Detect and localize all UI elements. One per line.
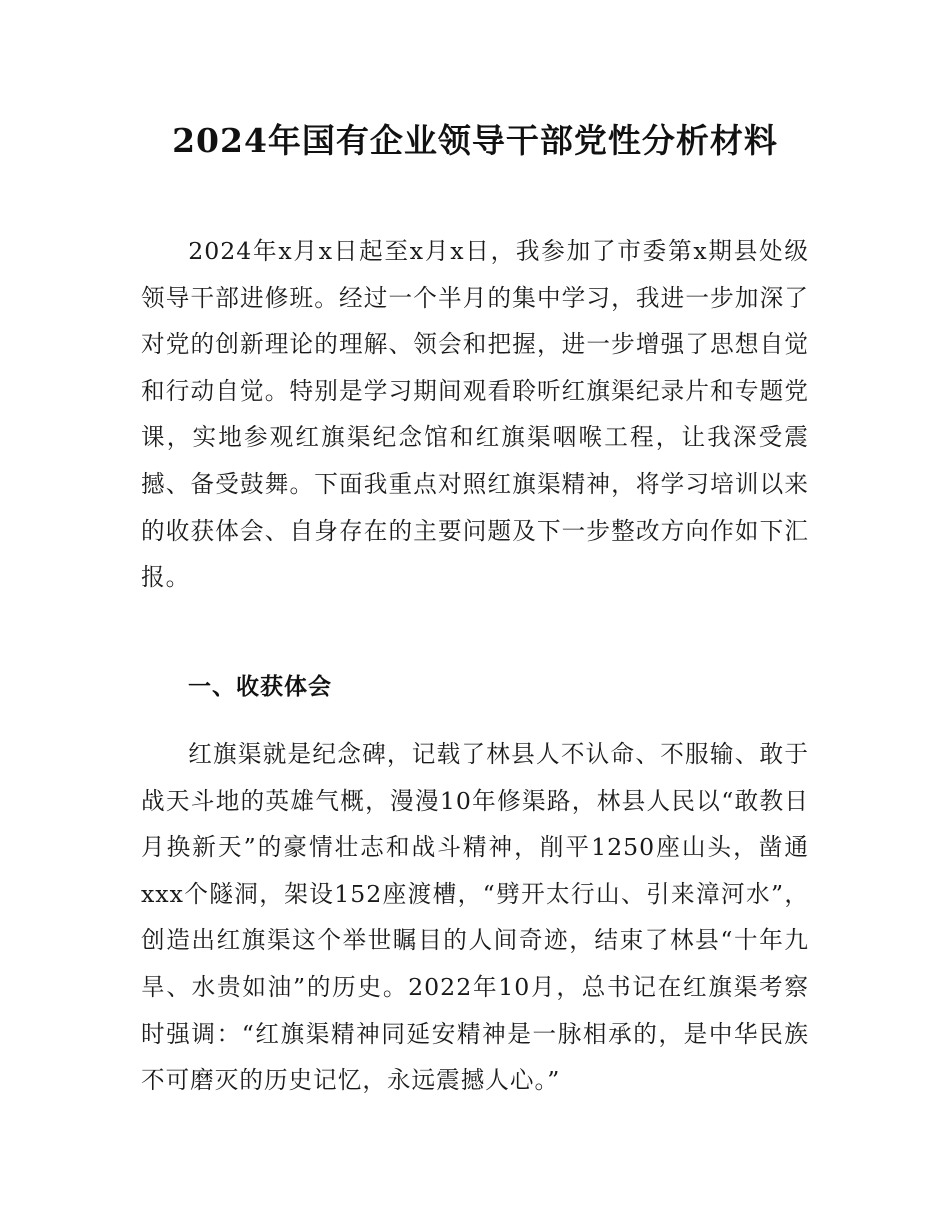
section-heading-harvest: 一、收获体会	[188, 674, 332, 700]
document-title: 2024年国有企业领导干部党性分析材料	[172, 121, 778, 160]
intro-paragraph: 2024年x月x日起至x月x日，我参加了市委第x期县处级领导干部进修班。经过一个半月的集中学习，我进一步加深了对党的创新理论的理解、领会和把握，进一步增强了思想自觉和行动自觉。特别是学习期间观看聆听红旗渠纪录片和专题党课，实地参观红旗渠纪念馆和红旗渠咽喉工程，让我深受震撼、备受鼓舞。下面我重点对照红旗渠精神，将学习培训以来的收获体会、自身存在的主要问题及下一步整改方向作如下汇报。	[141, 237, 809, 592]
harvest-paragraph: 红旗渠就是纪念碑，记载了林县人不认命、不服输、敢于战天斗地的英雄气概，漫漫10年修渠路，林县人民以“敢教日月换新天”的豪情壮志和战斗精神，削平1250座山头，凿通xxx个隧洞，架设152座渡槽，“劈开太行山、引来漳河水”，创造出红旗渠这个举世瞩目的人间奇迹，结束了林县“十年九旱、水贵如油”的历史。2022年10月，总书记在红旗渠考察时强调：“红旗渠精神同延安精神是一脉相承的，是中华民族不可磨灭的历史记忆，永远震撼人心。”	[141, 740, 809, 1095]
